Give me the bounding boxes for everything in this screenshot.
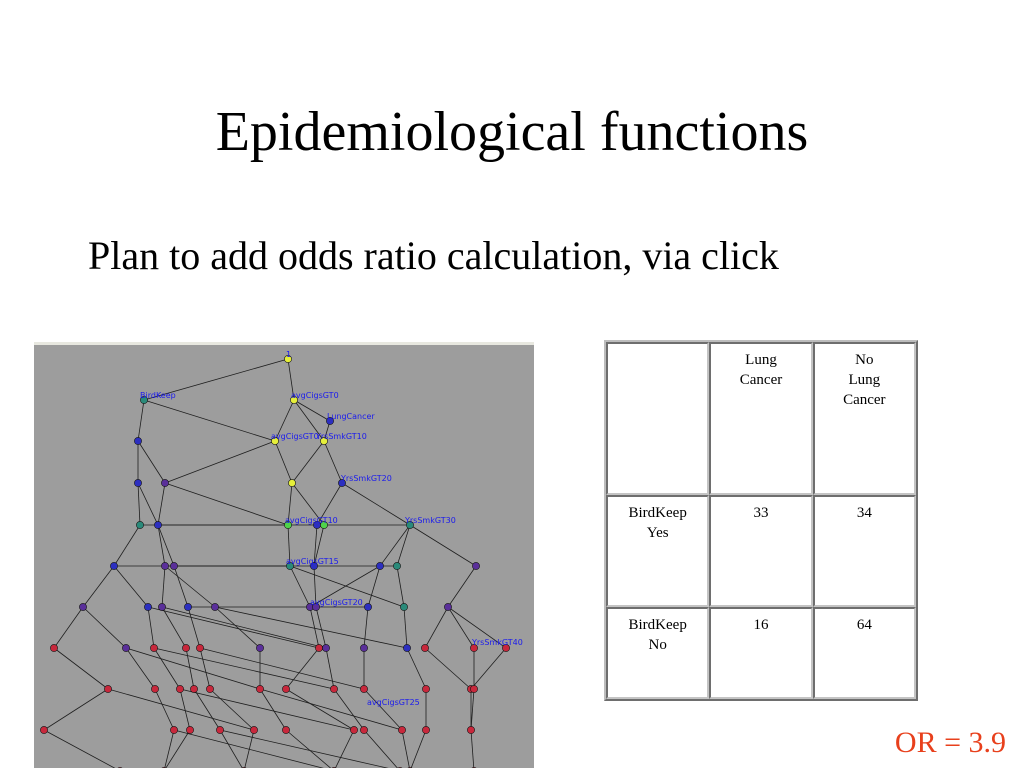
bullet-text: Plan to add odds ratio calculation, via click <box>88 233 779 278</box>
graph-node[interactable] <box>216 726 223 733</box>
graph-edge <box>155 689 174 730</box>
graph-edge <box>275 441 292 483</box>
graph-node-label: YrsSmkGT40 <box>472 638 523 647</box>
graph-edge <box>407 648 426 689</box>
graph-edge <box>126 648 155 689</box>
graph-edge <box>364 689 402 730</box>
graph-node[interactable] <box>322 644 329 651</box>
graph-edge <box>220 730 244 768</box>
graph-node[interactable] <box>186 726 193 733</box>
graph-edge <box>148 607 154 648</box>
graph-edge <box>154 648 180 689</box>
graph-edge <box>165 441 275 483</box>
graph-edge <box>138 400 144 441</box>
graph-node[interactable] <box>150 644 157 651</box>
graph-edge <box>83 566 114 607</box>
graph-edge <box>448 607 474 648</box>
graph-node-label: 1 <box>286 350 292 359</box>
graph-edge <box>164 730 174 768</box>
graph-edge <box>180 689 354 730</box>
graph-edge <box>410 730 426 768</box>
graph-edge <box>397 525 410 566</box>
cell-birdkeep-yes-lung-cancer[interactable]: 33 <box>709 495 812 607</box>
graph-node-label: avgCigsGT15 <box>286 557 339 566</box>
graph-edge <box>425 607 448 648</box>
graph-node[interactable] <box>79 603 86 610</box>
graph-edge <box>292 441 324 483</box>
graph-node[interactable] <box>154 521 161 528</box>
graph-node[interactable] <box>122 644 129 651</box>
graph-edge <box>364 607 368 648</box>
graph-node[interactable] <box>315 644 322 651</box>
graph-edge <box>380 525 410 566</box>
cell-birdkeep-no-lung-cancer[interactable]: 16 <box>709 607 812 699</box>
graph-edge <box>138 483 140 525</box>
graph-node[interactable] <box>184 603 191 610</box>
graph-edge <box>334 689 364 730</box>
graph-node[interactable] <box>134 479 141 486</box>
graph-edge <box>165 483 288 525</box>
graph-node[interactable] <box>282 726 289 733</box>
cell-birdkeep-no-no-lung-cancer[interactable]: 64 <box>813 607 916 699</box>
graph-edge <box>164 730 190 768</box>
graph-edge <box>448 566 476 607</box>
contingency-table <box>604 340 918 701</box>
graph-node-label: BirdKeep <box>140 391 176 400</box>
graph-edge <box>294 400 330 421</box>
graph-node[interactable] <box>330 685 337 692</box>
graph-edge <box>200 648 210 689</box>
graph-node[interactable] <box>206 685 213 692</box>
graph-node[interactable] <box>190 685 197 692</box>
graph-edge <box>83 607 126 648</box>
slide-title: Epidemiological functions <box>215 101 809 163</box>
graph-node-label: avgCigsGT20 <box>310 598 363 607</box>
graph-node[interactable] <box>144 603 151 610</box>
graph-edge <box>286 689 354 730</box>
graph-node[interactable] <box>403 644 410 651</box>
cell-birdkeep-yes-no-lung-cancer[interactable]: 34 <box>813 495 916 607</box>
graph-node[interactable] <box>256 644 263 651</box>
graph-node[interactable] <box>400 603 407 610</box>
graph-node[interactable] <box>421 644 428 651</box>
graph-node[interactable] <box>40 726 47 733</box>
graph-node[interactable] <box>470 685 477 692</box>
graph-node[interactable] <box>161 479 168 486</box>
graph-node[interactable] <box>151 685 158 692</box>
graph-edge <box>44 730 120 768</box>
graph-edge <box>286 648 319 689</box>
graph-node[interactable] <box>360 685 367 692</box>
graph-node[interactable] <box>158 603 165 610</box>
graph-node[interactable] <box>422 685 429 692</box>
graph-node-label: LungCancer <box>327 412 375 421</box>
graph-edge <box>342 483 410 525</box>
graph-node[interactable] <box>104 685 111 692</box>
graph-node[interactable] <box>360 644 367 651</box>
graph-edge <box>326 648 334 689</box>
graph-node[interactable] <box>467 726 474 733</box>
graph-edge <box>162 566 165 607</box>
graph-edge <box>114 566 148 607</box>
graph-node[interactable] <box>250 726 257 733</box>
graph-node[interactable] <box>376 562 383 569</box>
graph-edge <box>410 525 476 566</box>
odds-ratio-result: OR = 3.9 <box>894 726 1006 759</box>
graph-node[interactable] <box>256 685 263 692</box>
lattice-graph[interactable] <box>34 345 534 768</box>
graph-edge <box>471 730 474 768</box>
graph-edge <box>144 400 275 441</box>
graph-node[interactable] <box>170 726 177 733</box>
graph-node[interactable] <box>350 726 357 733</box>
graph-edge <box>158 483 165 525</box>
graph-node[interactable] <box>288 479 295 486</box>
graph-node[interactable] <box>398 726 405 733</box>
graph-edge <box>200 648 364 689</box>
graph-edge <box>154 648 334 689</box>
graph-node[interactable] <box>422 726 429 733</box>
graph-node[interactable] <box>110 562 117 569</box>
graph-node-label: YrsSmkGT30 <box>405 516 456 525</box>
table-corner-cell <box>606 342 709 495</box>
graph-edge <box>165 566 215 607</box>
graph-node-label: avgCigsGT0 <box>271 432 319 441</box>
graph-node[interactable] <box>393 562 400 569</box>
graph-edge <box>364 730 400 768</box>
graph-node-label: avgCigsGT0 <box>291 391 339 400</box>
graph-edge <box>114 525 140 566</box>
graph-node[interactable] <box>472 562 479 569</box>
graph-node[interactable] <box>360 726 367 733</box>
graph-edge <box>158 525 174 566</box>
row-header-birdkeep-yes: BirdKeep Yes <box>606 495 709 607</box>
row-header-birdkeep-no: BirdKeep No <box>606 607 709 699</box>
graph-node[interactable] <box>211 603 218 610</box>
graph-edge <box>397 566 404 607</box>
graph-edge <box>404 607 407 648</box>
graph-edge <box>260 689 402 730</box>
graph-node[interactable] <box>282 685 289 692</box>
graph-node[interactable] <box>444 603 451 610</box>
graph-edge <box>54 607 83 648</box>
graph-node-label: YrsSmkGT20 <box>341 474 392 483</box>
graph-edge <box>215 607 260 648</box>
graph-node[interactable] <box>176 685 183 692</box>
graph-edge <box>425 648 471 689</box>
graph-node[interactable] <box>161 562 168 569</box>
graph-node[interactable] <box>50 644 57 651</box>
col-header-no-lung-cancer: No Lung Cancer <box>813 342 916 495</box>
graph-edge <box>188 607 200 648</box>
graph-node[interactable] <box>134 437 141 444</box>
graph-node[interactable] <box>196 644 203 651</box>
graph-edge <box>54 648 108 689</box>
graph-edge <box>471 689 474 730</box>
graph-node-label: YrsSmkGT10 <box>316 432 367 441</box>
graph-node-label: avgCigsGT10 <box>285 516 338 525</box>
lattice-graph-panel[interactable] <box>34 342 534 768</box>
graph-node-label: avgCigsGT25 <box>367 698 420 707</box>
graph-edge <box>174 566 188 607</box>
graph-node[interactable] <box>136 521 143 528</box>
graph-edge <box>158 525 165 566</box>
graph-edge <box>138 441 165 483</box>
graph-node[interactable] <box>182 644 189 651</box>
graph-node[interactable] <box>364 603 371 610</box>
graph-edge <box>402 730 410 768</box>
graph-edge <box>471 648 506 689</box>
graph-node[interactable] <box>170 562 177 569</box>
graph-edge <box>174 730 334 768</box>
col-header-lung-cancer: Lung Cancer <box>709 342 812 495</box>
graph-edge <box>138 483 158 525</box>
graph-edge <box>334 730 354 768</box>
graph-edge <box>286 730 334 768</box>
graph-edge <box>324 441 342 483</box>
graph-edge <box>44 689 108 730</box>
